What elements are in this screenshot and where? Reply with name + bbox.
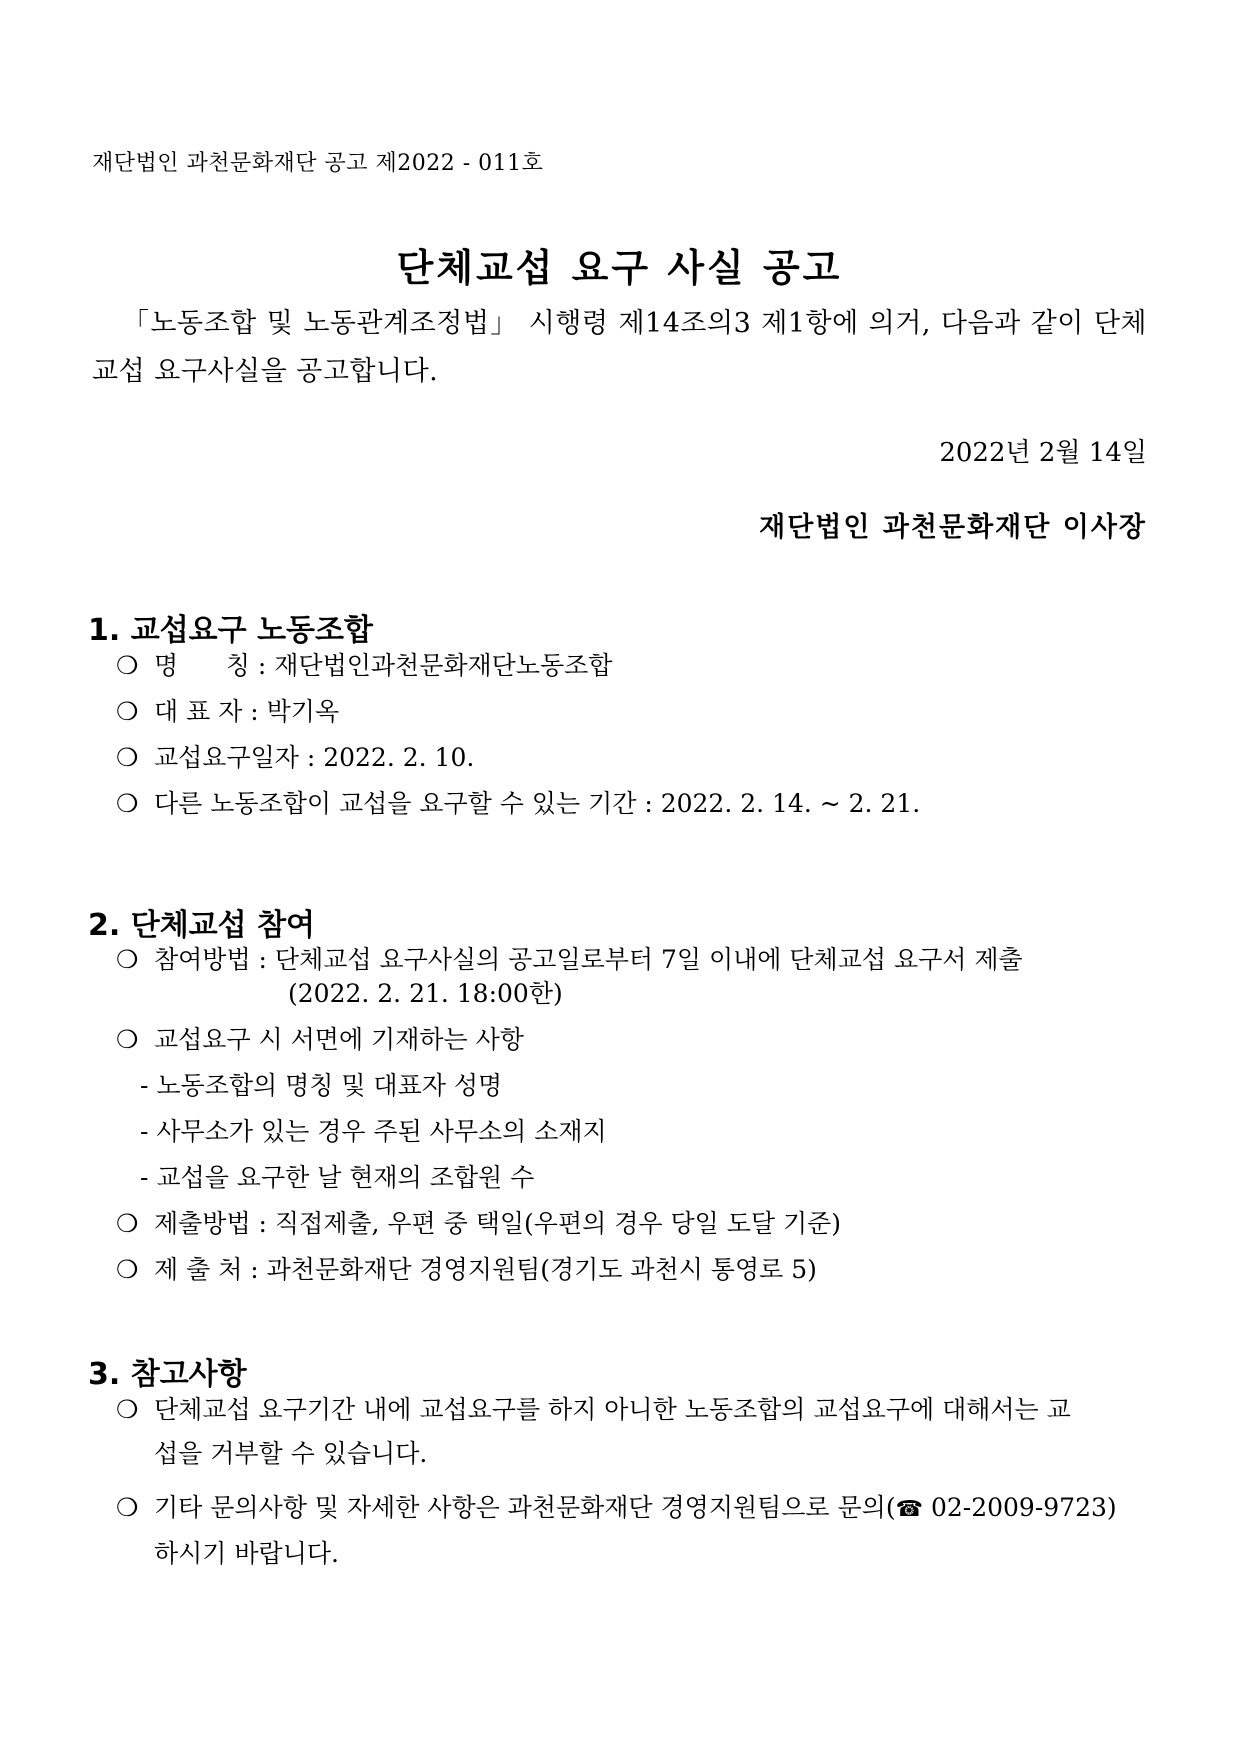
notice-number: 재단법인 과천문화재단 공고 제2022 - 011호 bbox=[92, 151, 544, 176]
intro-paragraph bbox=[92, 300, 1147, 396]
list-item-continuation bbox=[116, 972, 1156, 1016]
note-2-line-1a: 기타 문의사항 및 자세한 사항은 과천문화재단 경영지원팀으로 문의( bbox=[154, 1493, 896, 1522]
note-1-line-1: 단체교섭 요구기간 내에 교섭요구를 하지 아니한 노동조합의 교섭요구에 대해서는 교 bbox=[154, 1395, 1071, 1424]
list-item bbox=[116, 1486, 1156, 1576]
document-title: 단체교섭 요구 사실 공고 bbox=[396, 246, 843, 290]
bullet-icon: ❍ bbox=[116, 743, 139, 772]
list-item bbox=[116, 1202, 1156, 1246]
written-item: - 사무소가 있는 경우 주된 사무소의 소재지 bbox=[140, 1117, 607, 1146]
list-item bbox=[116, 736, 1156, 780]
bullet-icon: ❍ bbox=[116, 651, 139, 680]
list-item bbox=[116, 1248, 1156, 1292]
contact-phone: 02-2009-9723) bbox=[923, 1493, 1117, 1522]
participation-deadline: (2022. 2. 21. 18:00한) bbox=[288, 979, 563, 1008]
written-items-title: 교섭요구 시 서면에 기재하는 사항 bbox=[154, 1025, 524, 1054]
written-item: - 노동조합의 명칭 및 대표자 성명 bbox=[140, 1071, 503, 1100]
section-3-heading: 3. 참고사항 bbox=[88, 1357, 247, 1392]
submit-method: 제출방법 : 직접제출, 우편 중 택일(우편의 경우 당일 도달 기준) bbox=[154, 1209, 841, 1238]
request-period: 다른 노동조합이 교섭을 요구할 수 있는 기간 : 2022. 2. 14. ~ 2. 21. bbox=[154, 789, 921, 818]
note-1-line-2: 섭을 거부할 수 있습니다. bbox=[154, 1439, 428, 1468]
participation-method: 참여방법 : 단체교섭 요구사실의 공고일로부터 7일 이내에 단체교섭 요구서 제출 bbox=[154, 945, 1023, 974]
list-item bbox=[116, 1018, 1156, 1062]
section-1-heading: 1. 교섭요구 노동조합 bbox=[88, 613, 373, 648]
list-item bbox=[116, 1388, 1156, 1476]
union-name: 명 칭 : 재단법인과천문화재단노동조합 bbox=[154, 651, 613, 680]
bullet-icon: ❍ bbox=[116, 1395, 139, 1424]
bullet-icon: ❍ bbox=[116, 697, 139, 726]
bullet-icon: ❍ bbox=[116, 789, 139, 818]
section-2-heading: 2. 단체교섭 참여 bbox=[88, 908, 316, 943]
bullet-icon: ❍ bbox=[116, 945, 139, 974]
bullet-icon: ❍ bbox=[116, 1025, 139, 1054]
bullet-icon: ❍ bbox=[116, 1493, 139, 1522]
intro-line-1: 「노동조합 및 노동관계조정법」 시행령 제14조의3 제1항에 의거, 다음과 같 bbox=[122, 308, 1058, 339]
submit-place: 제 출 처 : 과천문화재단 경영지원팀(경기도 과천시 통영로 5) bbox=[154, 1255, 817, 1284]
phone-icon: ☎ bbox=[895, 1497, 923, 1522]
note-2-line-2: 하시기 바랍니다. bbox=[154, 1539, 339, 1568]
notice-date: 2022년 2월 14일 bbox=[939, 438, 1147, 468]
bullet-icon: ❍ bbox=[116, 1255, 139, 1284]
written-item: - 교섭을 요구한 날 현재의 조합원 수 bbox=[140, 1163, 535, 1192]
list-item bbox=[116, 644, 1156, 688]
list-item bbox=[116, 782, 1156, 826]
intro-line-2: 이 단체교섭 요구사실을 공고합니다. bbox=[92, 308, 1147, 387]
bullet-icon: ❍ bbox=[116, 1209, 139, 1238]
request-date: 교섭요구일자 : 2022. 2. 10. bbox=[154, 743, 475, 772]
union-representative: 대 표 자 : 박기옥 bbox=[154, 697, 340, 726]
issuer-name: 재단법인 과천문화재단 이사장 bbox=[759, 512, 1147, 543]
list-item bbox=[116, 690, 1156, 734]
